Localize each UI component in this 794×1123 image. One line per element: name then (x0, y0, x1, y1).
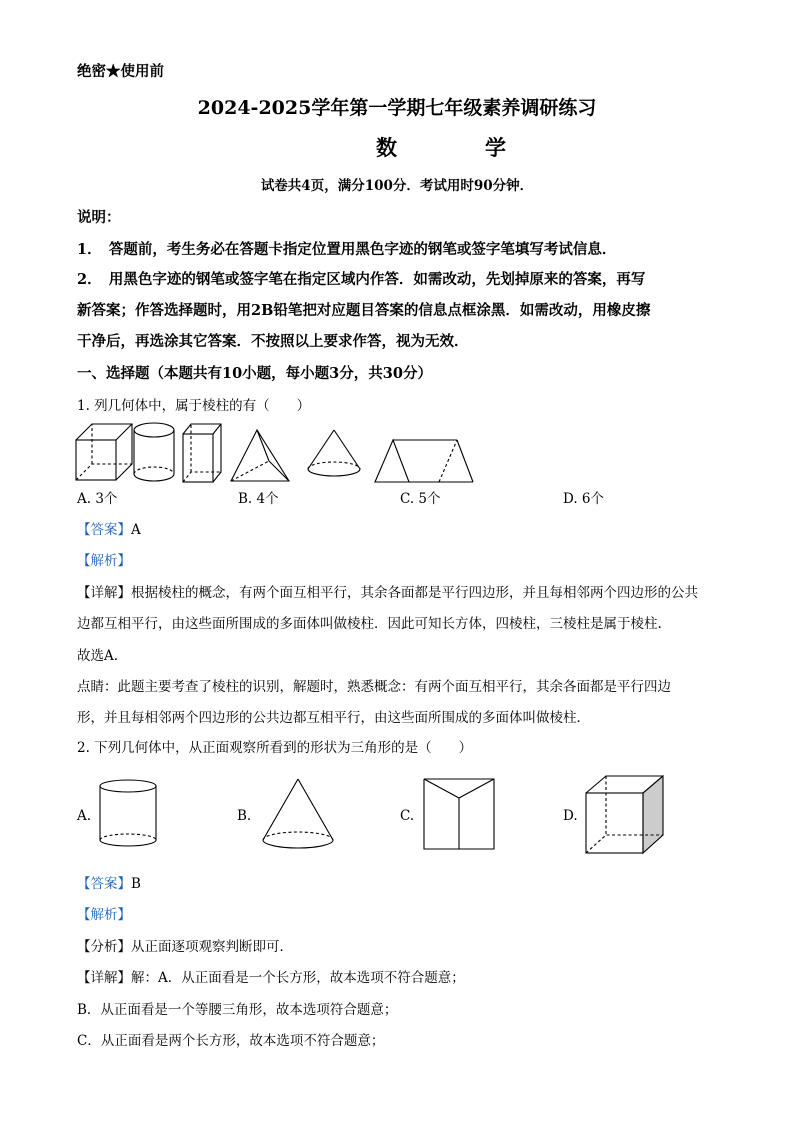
q2-cone-figure (260, 776, 338, 854)
q2-analysis-line (77, 937, 293, 957)
answer-value: B (131, 876, 141, 892)
q2-option-d-label[interactable]: D. (563, 808, 578, 824)
triangular-prism-figure (373, 436, 477, 486)
q1-detail-line-2: 边都互相平行，由这些面所围成的多面体叫做棱柱．因此可知长方体，四棱柱，三棱柱是属于棱柱. (77, 616, 662, 632)
detail-text: 根据棱柱的概念，有两个面互相平行，其余各面都是平行四边形，并且每相邻两个四边形的公共 (131, 585, 698, 601)
page-title: 2024-2025学年第一学期七年级素养调研练习 (197, 97, 597, 119)
q2-option-b-label[interactable]: B. (237, 808, 252, 824)
q1-choose: 故选A. (77, 648, 119, 664)
instruction-item-2-line-1: 2． 用黑色字迹的钢笔或签字笔在指定区域内作答．如需改动，先划掉原来的答案，再写 (77, 271, 646, 288)
q1-option-d[interactable]: D. 6个 (563, 491, 605, 507)
q2-triangular-prism-figure (421, 776, 497, 854)
q2-option-a-label[interactable]: A. (77, 808, 92, 824)
cylinder-figure (131, 420, 179, 484)
q1-option-b[interactable]: B. 4个 (238, 491, 279, 507)
cone-figure (304, 427, 366, 481)
q2-analysis-tag: 【解析】 (77, 907, 131, 923)
answer-tag: 【答案】 (77, 876, 131, 892)
section-heading: 一、选择题（本题共有10小题，每小题3分，共30分） (77, 365, 432, 382)
q1-answer (77, 520, 141, 540)
analysis-sub-tag: 【分析】 (77, 939, 131, 955)
q2-answer (77, 874, 141, 894)
q1-comment-line-2: 形，并且每相邻两个四边形的公共边都互相平行，由这些面所围成的多面体叫做棱柱． (77, 710, 590, 726)
instructions-heading: 说明： (77, 209, 121, 226)
confidential-mark: 绝密★使用前 (77, 63, 164, 80)
q2-detail-a (77, 968, 465, 988)
q2-detail-c: C．从正面看是两个长方形，故本选项不符合题意； (77, 1033, 385, 1049)
question-2-stem: 2. 下列几何体中，从正面观察所看到的形状为三角形的是（ ） (77, 740, 473, 756)
triangular-pyramid-figure (229, 427, 291, 483)
q1-option-c[interactable]: C. 5个 (400, 491, 441, 507)
detail-tag: 【详解】 (77, 970, 131, 986)
question-1-stem: 1. 列几何体中，属于棱柱的有（ ） (77, 398, 311, 414)
q1-comment-line-1: 点睛：此题主要考查了棱柱的识别，解题时，熟悉概念：有两个面互相平行，其余各面都是平行四边 (77, 679, 671, 695)
q2-cube-figure (583, 773, 667, 857)
q2-cylinder-figure (98, 778, 162, 854)
q2-detail-b: B．从正面看是一个等腰三角形，故本选项符合题意； (77, 1002, 398, 1018)
instruction-item-1: 1． 答题前，考生务必在答题卡指定位置用黑色字迹的钢笔或签字笔填写考试信息． (77, 241, 617, 258)
q1-option-a[interactable]: A. 3个 (77, 491, 118, 507)
q1-analysis-tag: 【解析】 (77, 553, 131, 569)
cuboid-figure (74, 420, 134, 484)
detail-text: 解：A．从正面看是一个长方形，故本选项不符合题意； (131, 970, 465, 986)
answer-value: A (131, 522, 141, 538)
exam-info: 试卷共4页，满分100分．考试用时90分钟． (260, 178, 534, 194)
analysis-text: 从正面逐项观察判断即可． (131, 939, 293, 955)
q2-option-c-label[interactable]: C. (400, 808, 415, 824)
instruction-item-2-line-3: 干净后，再选涂其它答案．不按照以上要求作答，视为无效． (77, 333, 469, 350)
q1-detail-line-1 (77, 583, 698, 603)
quadrangular-prism-figure (181, 420, 225, 486)
subject-title: 数学 (376, 135, 594, 160)
detail-tag: 【详解】 (77, 585, 131, 601)
answer-tag: 【答案】 (77, 522, 131, 538)
instruction-item-2-line-2: 新答案；作答选择题时，用2B铅笔把对应题目答案的信息点框涂黑．如需改动，用橡皮擦 (77, 302, 651, 319)
